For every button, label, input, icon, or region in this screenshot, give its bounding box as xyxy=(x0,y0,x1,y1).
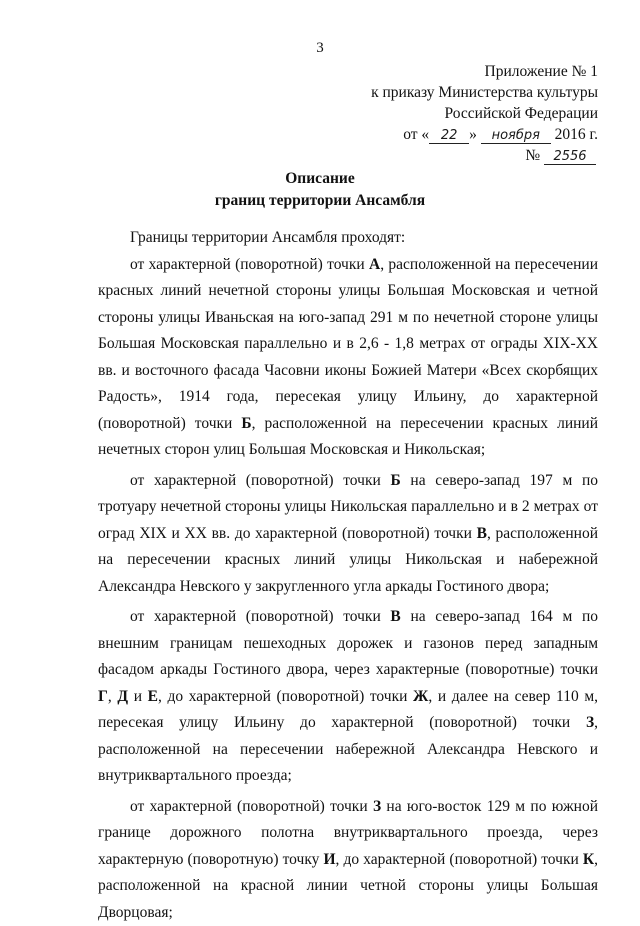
paragraph-4 xyxy=(98,794,598,926)
handwritten-month: ноября xyxy=(481,128,551,144)
document-body xyxy=(98,225,598,926)
p3-text-4: , до характерной (поворотной) точки xyxy=(158,688,413,705)
p3-point-zh: Ж xyxy=(413,688,428,705)
appendix-line-3: Российской Федерации xyxy=(268,103,598,124)
p3-text-2: , xyxy=(108,688,118,705)
paragraph-2 xyxy=(98,468,598,601)
p1-text-0: от характерной (поворотной) точки xyxy=(130,256,369,273)
p3-text-5: , и далее на север 110 м, пересекая улицу Ильину до характерной (поворотной) точки xyxy=(98,688,598,732)
appendix-date-line xyxy=(268,124,598,145)
appendix-line-2: к приказу Министерства культуры xyxy=(268,82,598,103)
p4-text-2: , до характерной (поворотной) точки xyxy=(336,851,583,868)
handwritten-number: 2556 xyxy=(544,149,596,165)
p2-text-0: от характерной (поворотной) точки xyxy=(130,472,390,489)
p4-point-i: И xyxy=(323,851,335,868)
p1-point-b: Б xyxy=(241,415,251,432)
page-number: 3 xyxy=(0,40,640,57)
document-title xyxy=(0,168,640,212)
appendix-header xyxy=(268,61,598,166)
p1-text-2: , расположенной на пересечении красных линий нечетных сторон улиц Большая Московская и Никольская; xyxy=(98,415,598,459)
paragraph-1 xyxy=(98,252,598,464)
title-line-2: границ территории Ансамбля xyxy=(0,190,640,212)
p3-point-e: Е xyxy=(148,688,158,705)
paragraph-3 xyxy=(98,604,598,790)
p2-point-v: В xyxy=(477,525,487,542)
appendix-line-1: Приложение № 1 xyxy=(268,61,598,82)
p2-text-1: на северо-запад 197 м по тротуару нечетной стороны улицы Никольская параллельно и в 2 метрах от оград XIX и XX вв. до характерной (поворотной) точки xyxy=(98,472,598,542)
appendix-number-line xyxy=(268,145,598,166)
p4-point-z: З xyxy=(373,798,381,815)
p3-point-d: Д xyxy=(117,688,128,705)
p3-point-v: В xyxy=(390,608,400,625)
p3-text-6: , расположенной на пересечении набережной Александра Невского и внутриквартального проезда; xyxy=(98,714,598,784)
p3-point-g: Г xyxy=(98,688,108,705)
number-prefix: № xyxy=(525,147,540,164)
paragraph-intro: Границы территории Ансамбля проходят: xyxy=(98,225,598,252)
p4-text-0: от характерной (поворотной) точки xyxy=(130,798,373,815)
p3-text-0: от характерной (поворотной) точки xyxy=(130,608,390,625)
p2-point-b: Б xyxy=(390,472,400,489)
p2-text-2: , расположенной на пересечении красных линий улицы Никольская и набережной Александра Невского у закругленного угла аркады Гостиного двора; xyxy=(98,525,598,595)
p1-text-1: , расположенной на пересечении красных линий нечетной стороны улицы Большая Московская и четной стороны улицы Иваньская на юго-запад 291 м по нечетной стороне улицы Большая Московская параллельно и в 2,6 - 1,8 метрах от ограды XIX-XX вв. и восточного фасада Часовни иконы Божией Матери «Всех скорбящих Радость», 1914 года, пересекая улицу Ильину, до характерной (поворотной) точки xyxy=(98,256,598,432)
title-line-1: Описание xyxy=(0,168,640,190)
p4-point-k: К xyxy=(583,851,594,868)
p4-text-3: , расположенной на красной линии четной стороны улицы Большая Дворцовая; xyxy=(98,851,598,921)
p3-point-z: З xyxy=(586,714,594,731)
handwritten-day: 22 xyxy=(429,128,469,144)
p4-text-1: на юго-восток 129 м по южной границе дорожного полотна внутриквартального проезда, через характерную (поворотную) точку xyxy=(98,798,598,868)
date-quote-close: » xyxy=(469,126,477,143)
date-prefix: от « xyxy=(403,126,429,143)
date-year: 2016 г. xyxy=(555,126,598,143)
p3-text-1: на северо-запад 164 м по внешним границам пешеходных дорожек и газонов перед западным фасадом аркады Гостиного двора, через характерные (поворотные) точки xyxy=(98,608,598,678)
p1-point-a: А xyxy=(369,256,380,273)
p3-text-3: и xyxy=(128,688,148,705)
